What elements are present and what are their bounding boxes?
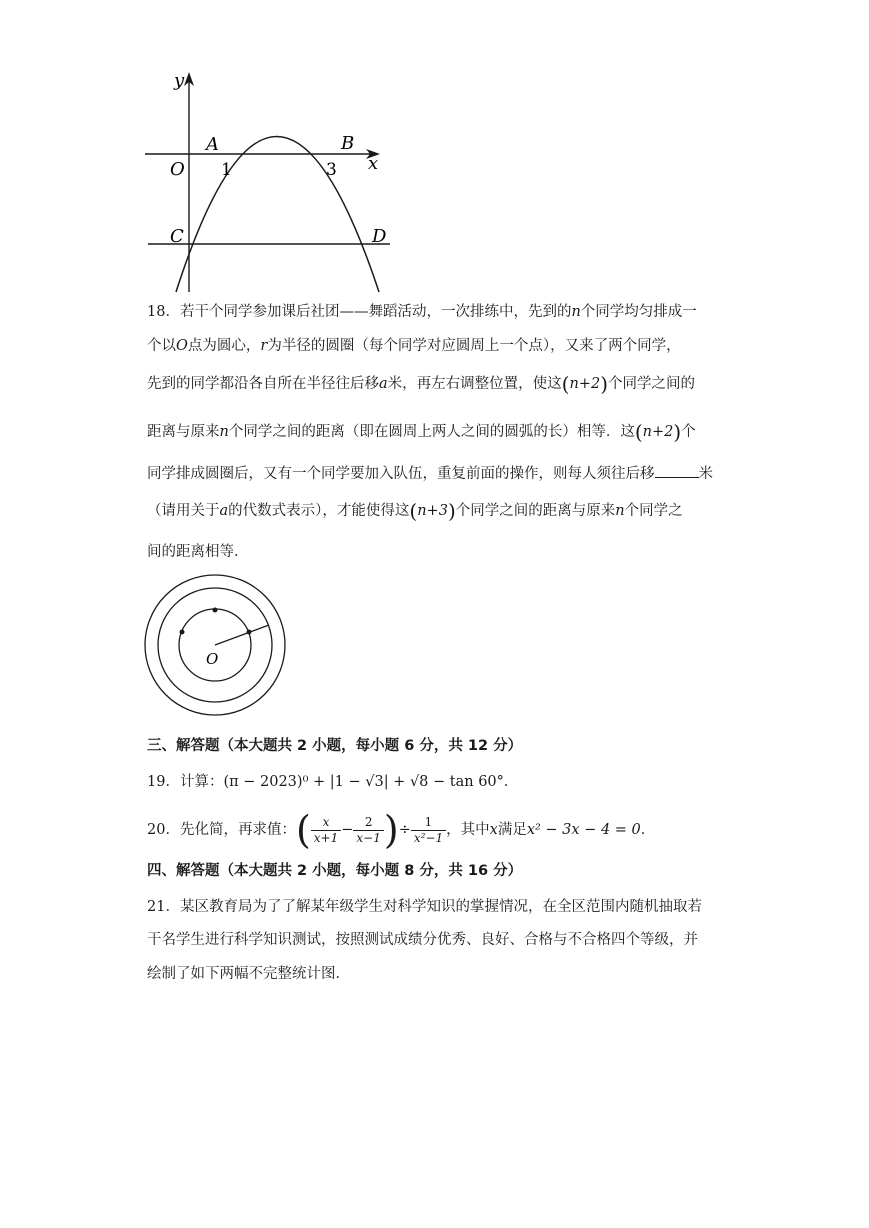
q20-text: 满足 [497, 822, 527, 838]
label-center-o: O [206, 650, 219, 668]
tick-1: 1 [221, 160, 232, 180]
q21-line-1: 21．某区教育局为了了解某年级学生对科学知识的掌握情况，在全区范围内随机抽取若 [147, 899, 702, 915]
var-x: x [489, 822, 498, 838]
paren-close: ) [383, 808, 399, 852]
q19-end: ． [503, 774, 519, 790]
q19-label: 19．计算： [147, 774, 224, 790]
q19 [147, 770, 518, 791]
var-a: a [219, 503, 229, 519]
radius-line [215, 625, 269, 645]
q18-text: 个 [681, 424, 696, 440]
q18-text: 米 [698, 466, 713, 482]
q18-text: 点为圆心， [187, 338, 261, 354]
fraction-numerator: 1 [411, 815, 446, 831]
label-c: C [170, 226, 184, 247]
fraction-numerator: 2 [353, 815, 383, 831]
point-dot [247, 630, 252, 635]
label-origin: O [170, 159, 185, 180]
q18-text: （请用关于 [147, 503, 220, 519]
q18-text: 为半径的圆圈（每个同学对应圆周上一个点），又来了两个同学， [267, 338, 681, 354]
paren-close: ) [600, 372, 608, 396]
var-a: a [379, 376, 388, 392]
var-r: r [260, 338, 268, 354]
fraction-denominator: x−1 [356, 830, 381, 845]
q18-line-7 [147, 540, 249, 561]
q18-text: 间的距离相等． [147, 544, 249, 560]
expr-n-plus-3: n+3 [417, 503, 448, 519]
q18-line-6 [147, 499, 683, 523]
q18-text: 18．若干个同学参加课后社团——舞蹈活动，一次排练中，先到的 [147, 304, 572, 320]
q19-expression: (π − 2023)⁰ + |1 − √3| + √8 − tan 60° [223, 774, 504, 790]
var-o: O [176, 338, 188, 354]
section-3-heading: 三、解答题（本大题共 2 小题，每小题 6 分，共 12 分） [147, 738, 523, 754]
fraction-1 [311, 815, 341, 846]
section-4-heading: 四、解答题（本大题共 2 小题，每小题 8 分，共 16 分） [147, 863, 523, 879]
q20 [147, 808, 655, 852]
paren-open: ( [561, 372, 570, 396]
q18-line-4 [147, 420, 696, 444]
q20-end: ． [640, 822, 656, 838]
paren-open: ( [409, 499, 418, 523]
q18-text: 先到的同学都沿各自所在半径往后移 [147, 376, 379, 392]
q18-line-3 [147, 372, 695, 396]
point-dot [180, 630, 185, 635]
label-d: D [372, 226, 387, 247]
var-n: n [571, 304, 581, 320]
fraction-denominator: x²−1 [413, 830, 444, 845]
q18-text: 个同学之间的距离（即在圆周上两人之间的圆弧的长）相等．这 [228, 424, 635, 440]
q18-text: 个同学之间的 [608, 376, 695, 392]
q18-text: 个同学之间的距离与原来 [455, 503, 616, 519]
q18-line-1 [147, 300, 697, 321]
paren-open: ( [295, 808, 311, 852]
q20-equation: x² − 3x − 4 = 0 [526, 822, 641, 838]
expr-n-plus-2: n+2 [642, 424, 674, 440]
fraction-denominator: x+1 [313, 830, 339, 845]
q18-text: 的代数式表示），才能使得这 [228, 503, 410, 519]
q18-text: 个以 [147, 338, 176, 354]
operator-divide: ÷ [398, 822, 411, 838]
q18-text: 个同学均匀排成一 [580, 304, 697, 320]
q18-text: 距离与原来 [147, 424, 220, 440]
expr-n-plus-2: n+2 [569, 376, 601, 392]
q18-text: 个同学之 [624, 503, 683, 519]
parabola-curve [176, 137, 379, 293]
q18-text: 同学排成圆圈后，又有一个同学要加入队伍，重复前面的操作，则每人须往后移 [147, 466, 655, 482]
tick-3: 3 [326, 160, 337, 180]
label-y: y [174, 70, 185, 91]
q21-line-3: 绘制了如下两幅不完整统计图． [147, 966, 350, 982]
paren-open: ( [634, 420, 643, 444]
q20-text: ，其中 [446, 822, 490, 838]
point-dot [213, 608, 218, 613]
q20-label: 20．先化简，再求值： [147, 822, 296, 838]
q18-line-2 [147, 334, 681, 355]
paren-close: ) [447, 499, 456, 523]
concentric-circles-figure [144, 574, 292, 720]
parabola-figure [140, 66, 400, 296]
q18-line-5 [147, 462, 713, 483]
fraction-3 [411, 815, 446, 846]
q18-text: 米，再左右调整位置，使这 [387, 376, 562, 392]
var-n: n [219, 424, 229, 440]
operator-minus: − [341, 822, 354, 838]
label-a: A [206, 134, 219, 155]
fraction-2 [353, 815, 383, 846]
fraction-numerator: x [311, 815, 341, 831]
answer-blank[interactable] [655, 465, 699, 478]
q21-line-2: 干名学生进行科学知识测试，按照测试成绩分优秀、良好、合格与不合格四个等级，并 [147, 932, 698, 948]
paren-close: ) [673, 420, 682, 444]
var-n: n [615, 503, 625, 519]
label-b: B [341, 133, 355, 154]
label-x: x [368, 153, 379, 174]
